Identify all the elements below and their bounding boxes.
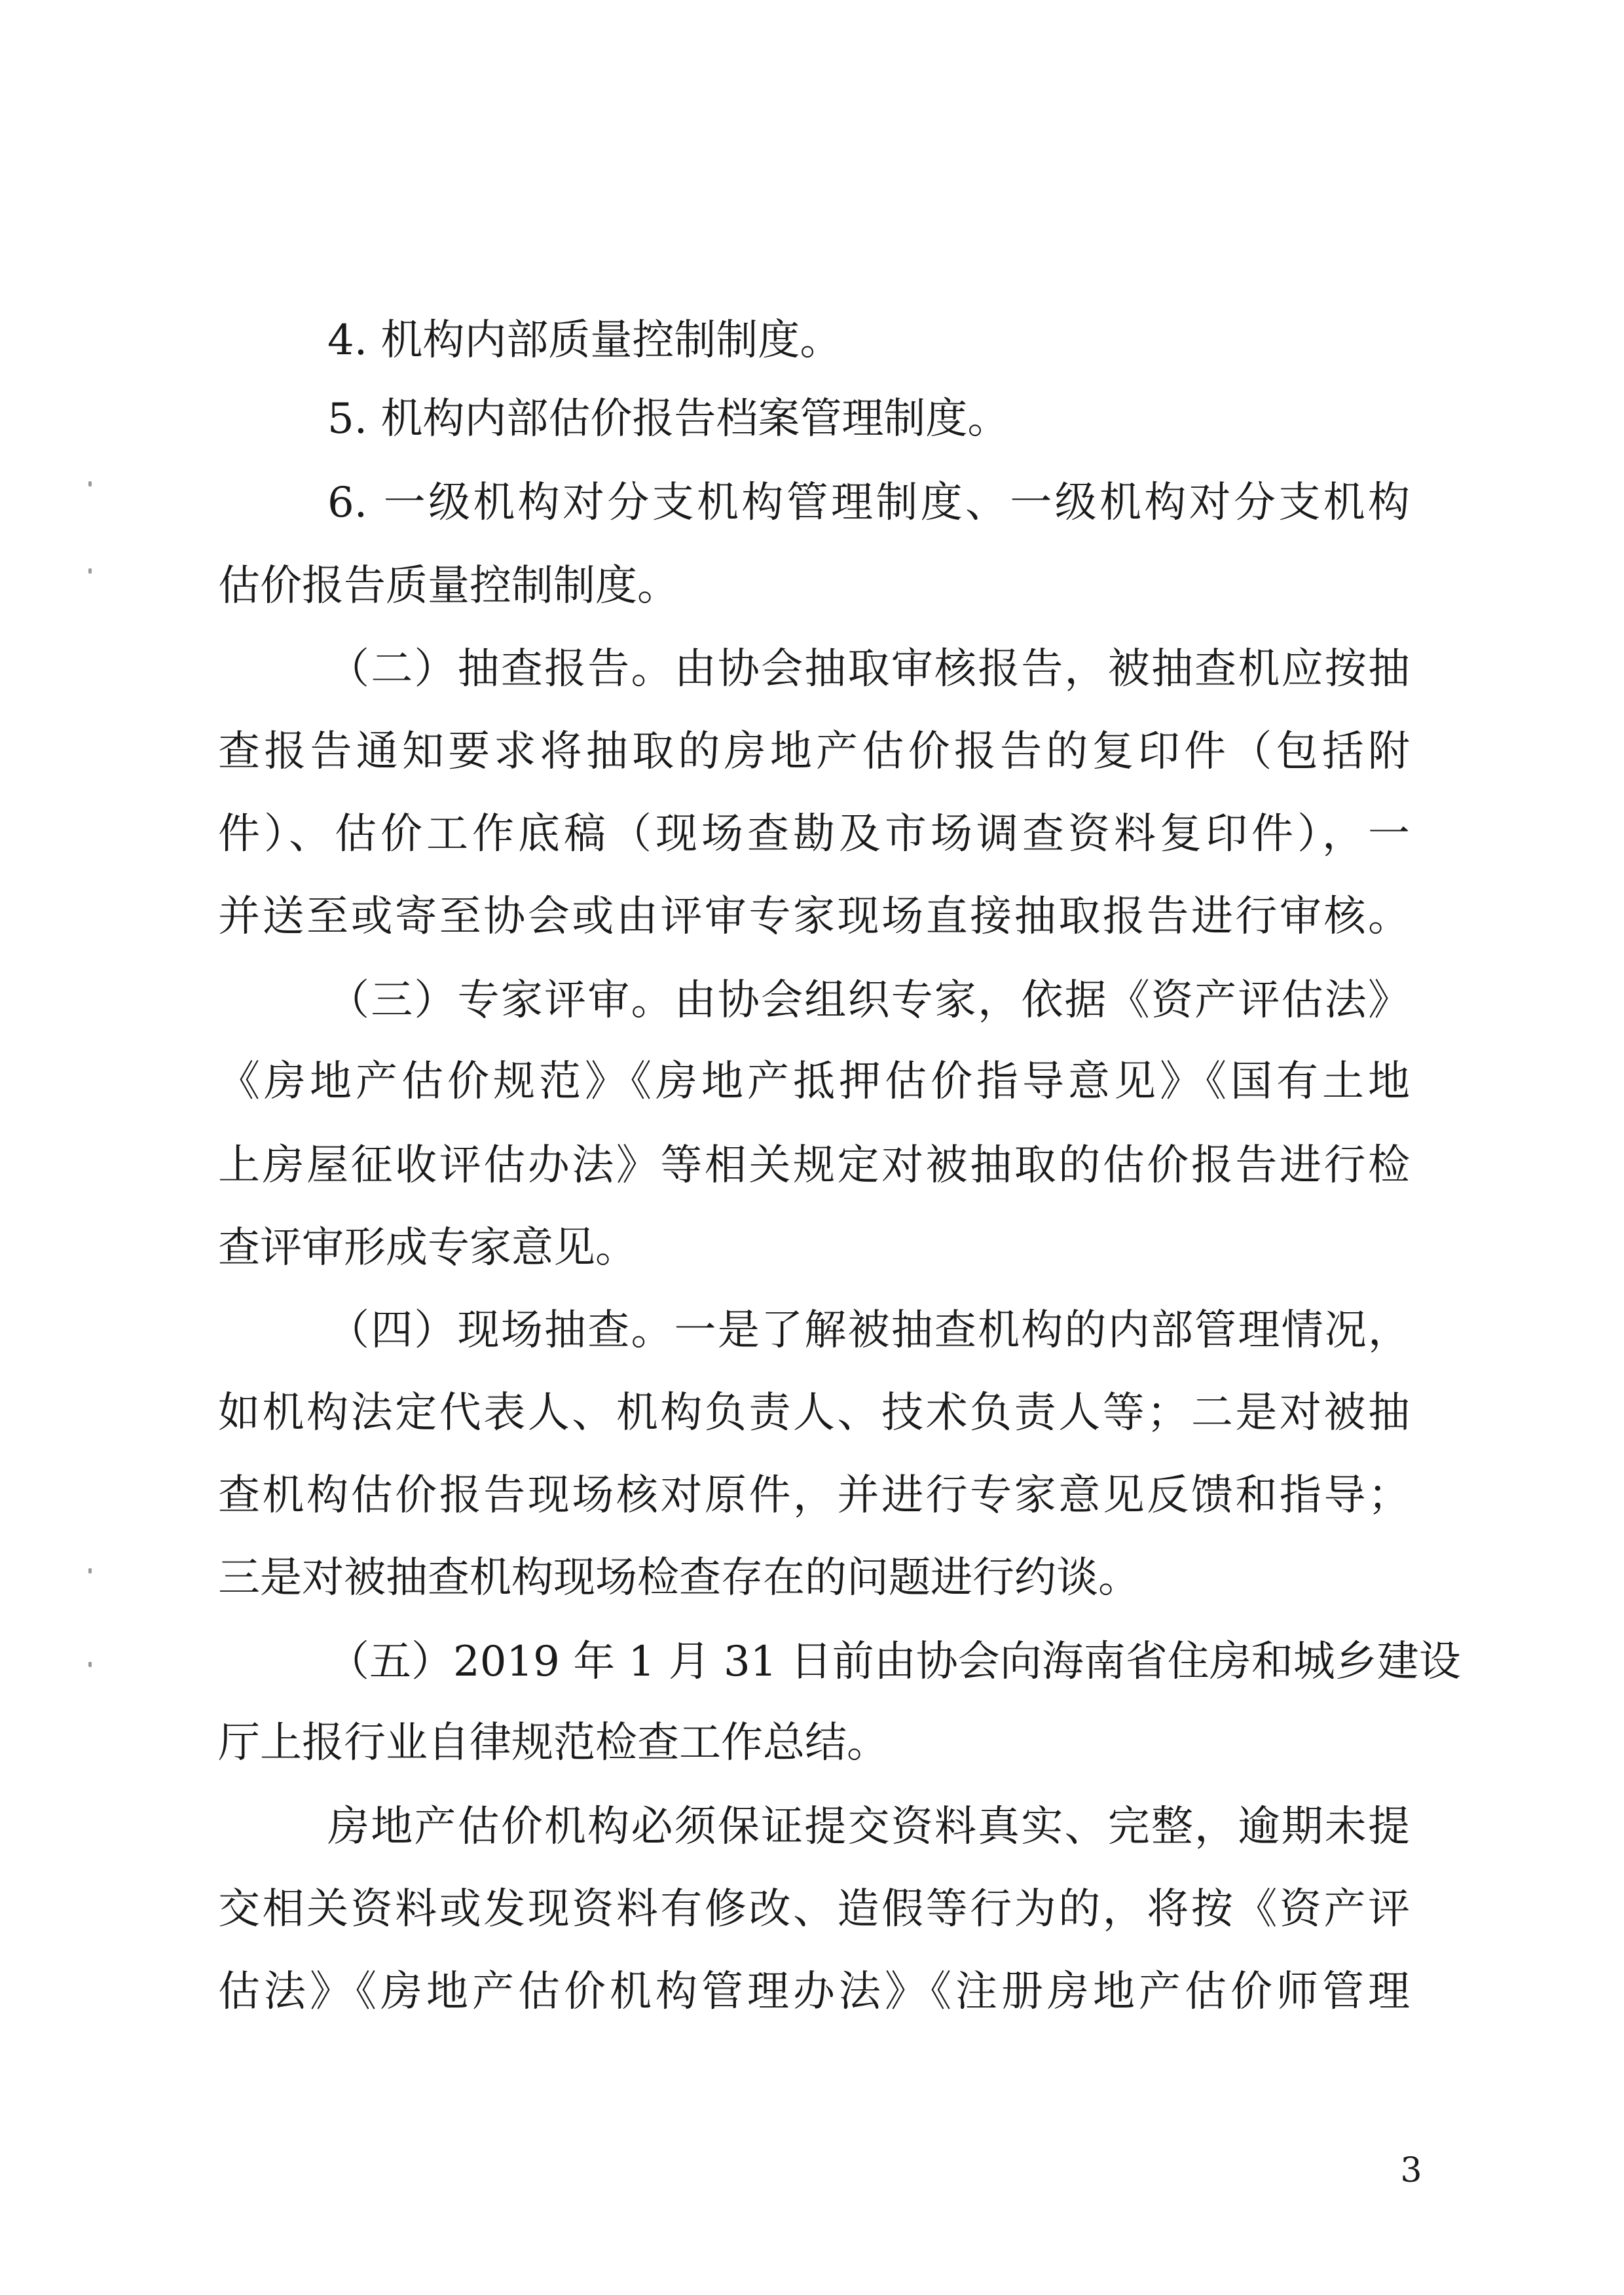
section-2-line-3: 件）、估价工作底稿（现场查勘及市场调查资料复印件），一: [218, 810, 1410, 858]
page-number: 3: [1400, 2151, 1422, 2190]
list-item-4: 4. 机构内部质量控制制度。: [327, 316, 842, 365]
scan-mark: [88, 1662, 92, 1667]
section-4-line-1: （四）现场抽查。一是了解被抽查机构的内部管理情况，: [327, 1306, 1410, 1355]
list-item-5: 5. 机构内部估价报告档案管理制度。: [327, 395, 1010, 443]
section-3-line-4: 查评审形成专家意见。: [218, 1224, 637, 1272]
scan-mark: [88, 481, 92, 487]
section-2-line-4: 并送至或寄至协会或由评审专家现场直接抽取报告进行审核。: [218, 892, 1410, 941]
closing-paragraph-line-1: 房地产估价机构必须保证提交资料真实、完整，逾期未提: [327, 1803, 1410, 1851]
section-3-line-1: （三）专家评审。由协会组织专家，依据《资产评估法》: [327, 976, 1410, 1025]
section-3-line-3: 上房屋征收评估办法》等相关规定对被抽取的估价报告进行检: [218, 1141, 1410, 1190]
list-item-6-line-1: 6. 一级机构对分支机构管理制度、一级机构对分支机构: [327, 479, 1410, 527]
scan-mark: [88, 1568, 92, 1573]
section-2-line-2: 查报告通知要求将抽取的房地产估价报告的复印件（包括附: [218, 727, 1410, 776]
closing-paragraph-line-2: 交相关资料或发现资料有修改、造假等行为的，将按《资产评: [218, 1885, 1410, 1934]
section-3-line-2: 《房地产估价规范》《房地产抵押估价指导意见》《国有土地: [218, 1057, 1410, 1106]
section-5-line-2: 厅上报行业自律规范检查工作总结。: [218, 1719, 889, 1767]
section-4-line-4: 三是对被抽查机构现场检查存在的问题进行约谈。: [218, 1554, 1140, 1602]
closing-paragraph-line-3: 估法》《房地产估价机构管理办法》《注册房地产估价师管理: [218, 1968, 1410, 2016]
section-4-line-3: 查机构估价报告现场核对原件，并进行专家意见反馈和指导；: [218, 1471, 1410, 1520]
scan-mark: [88, 568, 92, 574]
list-item-6-line-2: 估价报告质量控制制度。: [218, 562, 679, 610]
section-4-line-2: 如机构法定代表人、机构负责人、技术负责人等；二是对被抽: [218, 1389, 1410, 1437]
section-2-line-1: （二）抽查报告。由协会抽取审核报告，被抽查机应按抽: [327, 645, 1410, 693]
section-5-line-1: （五）2019 年 1 月 31 日前由协会向海南省住房和城乡建设: [327, 1638, 1461, 1686]
